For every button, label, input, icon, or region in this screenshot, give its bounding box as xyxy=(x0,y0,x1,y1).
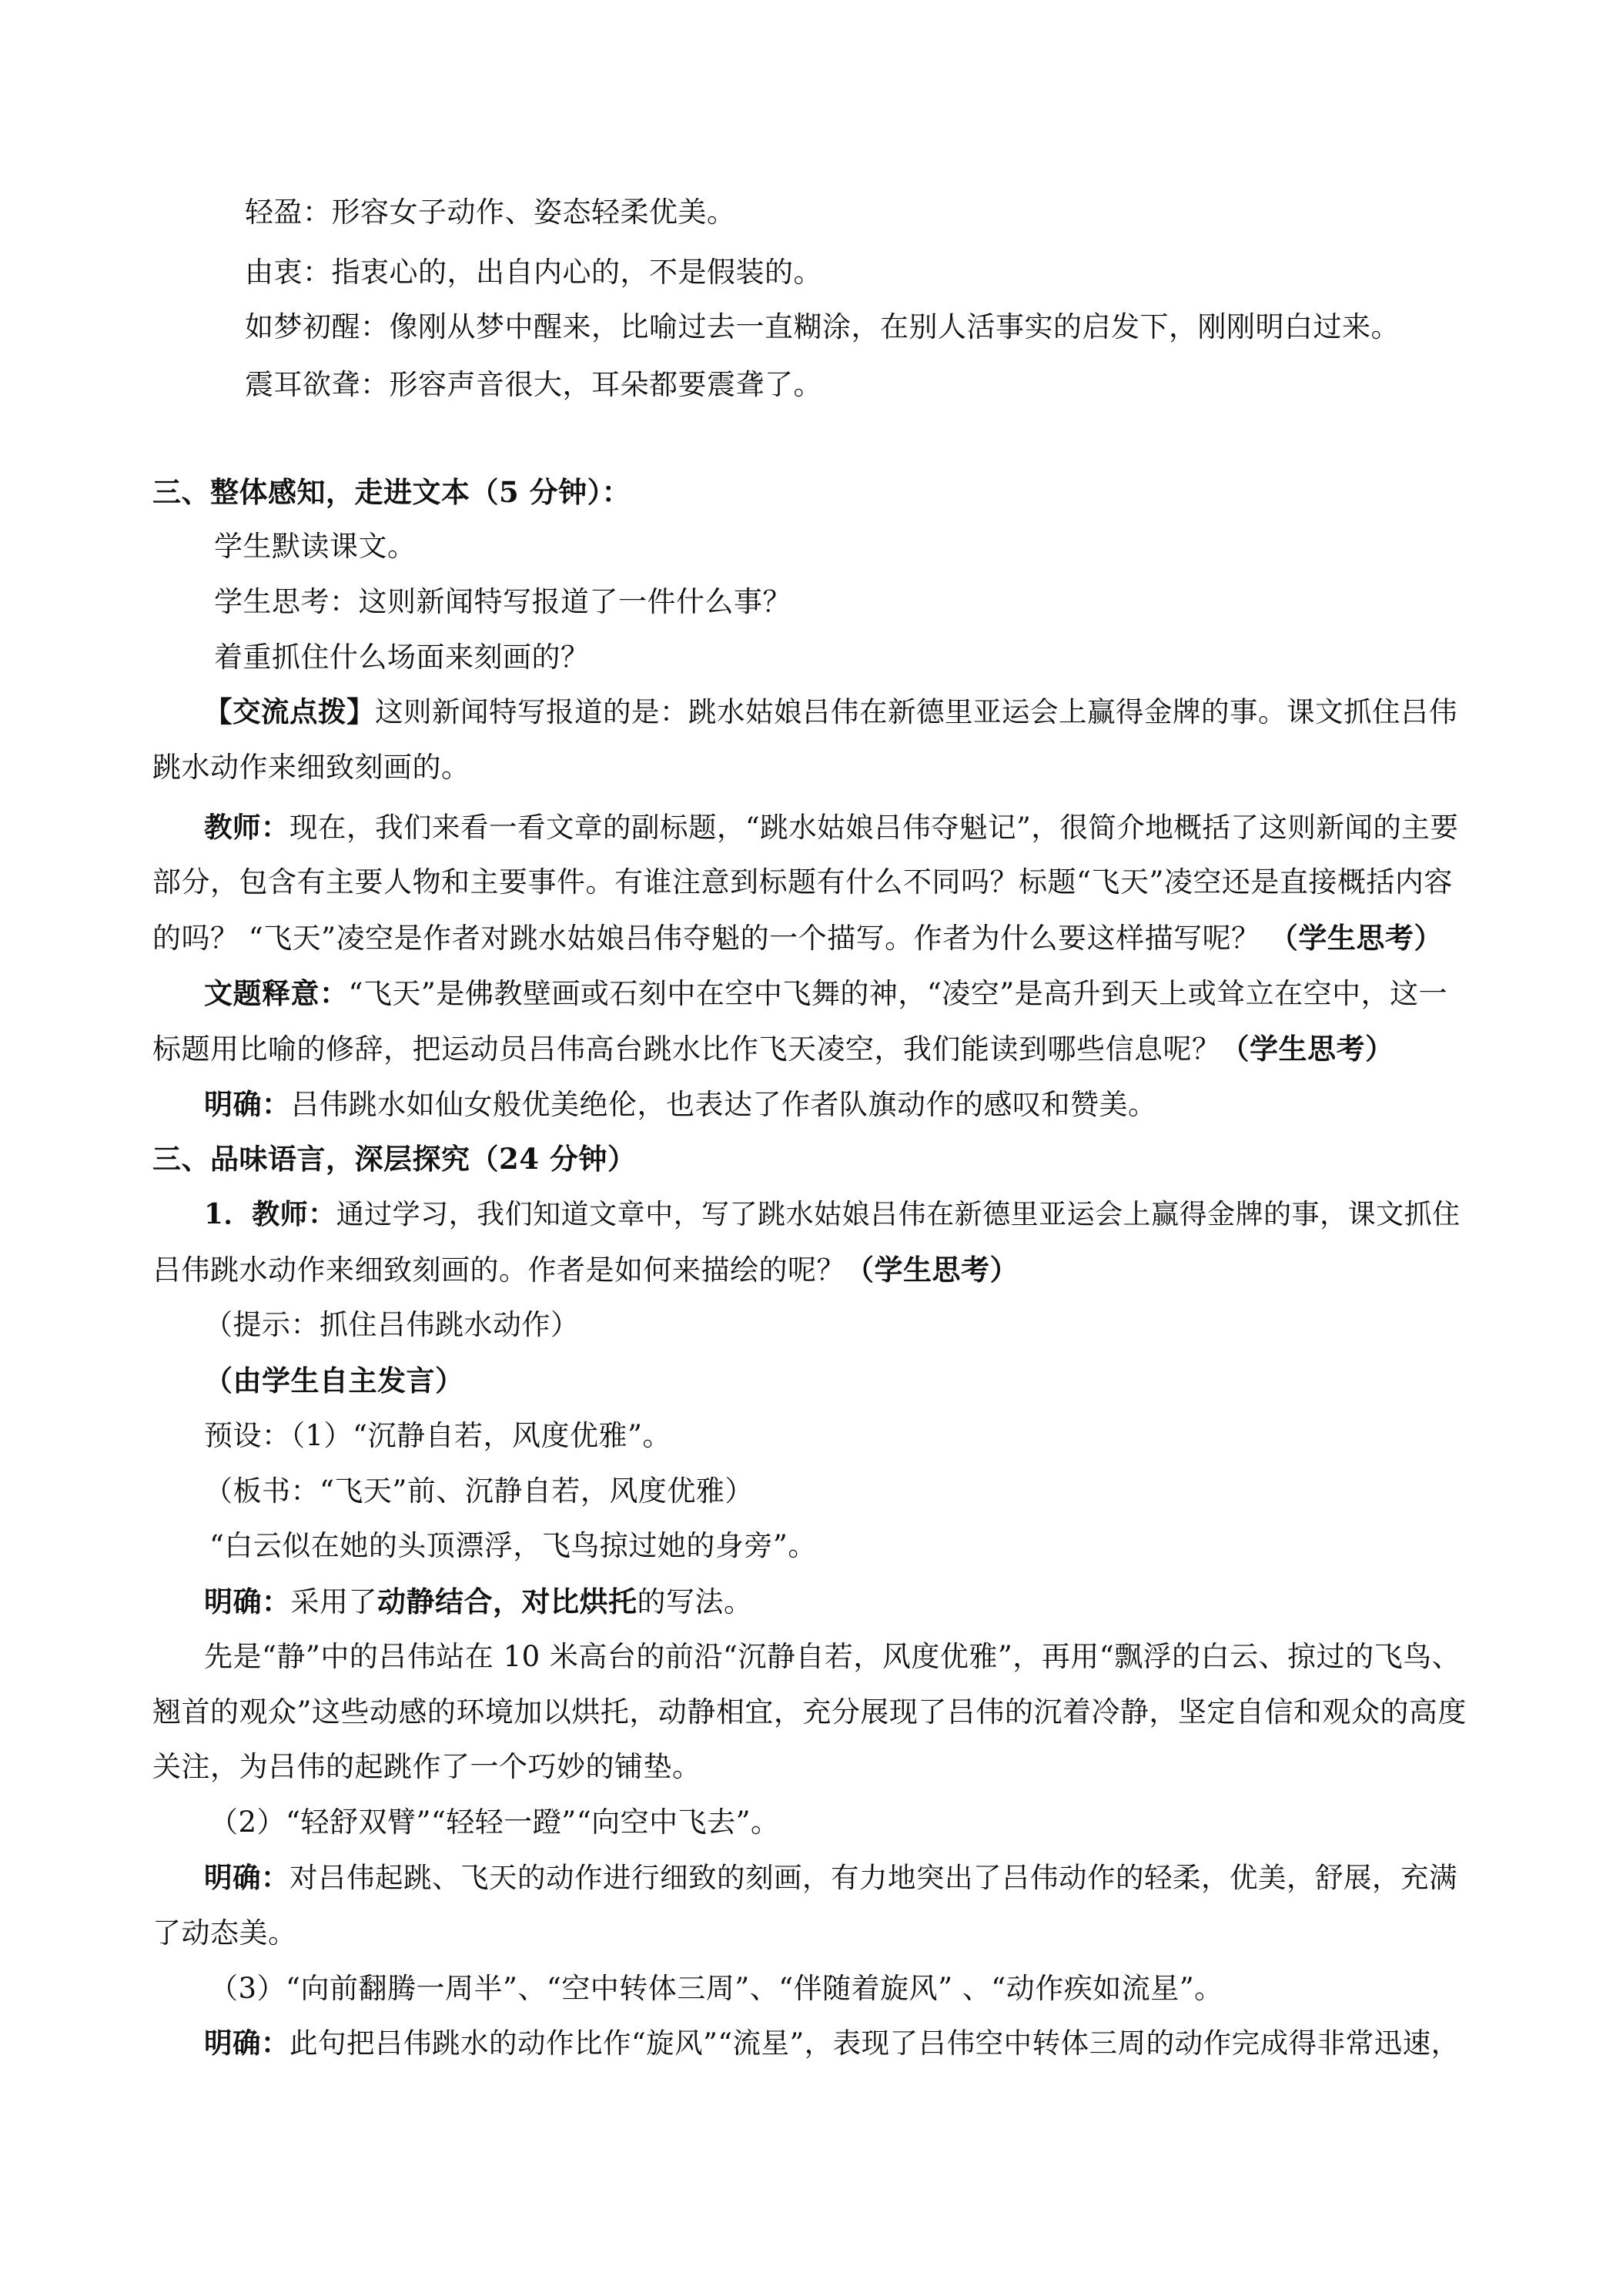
think-question-2: 着重抓住什么场面来刻画的？ xyxy=(214,641,590,674)
clarify4-line xyxy=(204,2024,1460,2063)
vocab-line-3: 如梦初醒：像刚从梦中醒来，比喻过去一直糊涂，在别人活事实的启发下，刚刚明白过来。 xyxy=(245,310,1400,343)
teacher1-text-1: 现在，我们来看一看文章的副标题，“跳水姑娘吕伟夺魁记”，很简介地概括了这则新闻的主要 xyxy=(289,811,1459,844)
title-explain-line-2 xyxy=(152,1029,1394,1069)
title-explain-text-2: 标题用比喻的修辞，把运动员吕伟高台跳水比作飞天凌空，我们能读到哪些信息呢？ xyxy=(152,1033,1221,1066)
exchange-text-1: 这则新闻特写报道的是：跳水姑娘吕伟在新德里亚运会上赢得金牌的事。课文抓住吕伟 xyxy=(375,695,1457,728)
clarify3-line-2: 了动态美。 xyxy=(152,1916,297,1950)
teacher2-text-1: 通过学习，我们知道文章中，写了跳水姑娘吕伟在新德里亚运会上赢得金牌的事，课文抓住 xyxy=(336,1199,1461,1230)
teacher2-line-2 xyxy=(152,1250,1019,1290)
preset-3: （3）“向前翻腾一周半”、“空中转体三周”、“伴随着旋风” 、“动作疾如流星”。 xyxy=(209,1972,1223,2005)
clarify2-label: 明确： xyxy=(204,1585,291,1618)
teacher1-line-2: 部分，包含有主要人物和主要事件。有谁注意到标题有什么不同吗？标题“飞天”凌空还是直接概括内容 xyxy=(152,865,1453,899)
para1-line-1: 先是“静”中的吕伟站在 10 米高台的前沿“沉静自若，风度优雅”，再用“飘浮的白云、掠过的飞鸟、 xyxy=(204,1640,1461,1673)
exchange-line-2: 跳水动作来细致刻画的。 xyxy=(152,751,470,784)
teacher2-note: （学生思考） xyxy=(845,1253,1019,1287)
exchange-line-1 xyxy=(204,693,1457,731)
vocab-line-2: 由衷：指衷心的，出自内心的，不是假装的。 xyxy=(245,256,822,289)
teacher2-text-2: 吕伟跳水动作来细致刻画的。作者是如何来描绘的呢？ xyxy=(152,1253,845,1287)
clarify2-post: 的写法。 xyxy=(637,1585,753,1618)
teacher1-label: 教师： xyxy=(204,811,289,844)
quote-1: “白云似在她的头顶漂浮，飞鸟掠过她的身旁”。 xyxy=(209,1529,817,1562)
preset-2: （2）“轻舒双臂”“轻轻一蹬”“向空中飞去”。 xyxy=(209,1806,780,1839)
vocab-line-4: 震耳欲聋：形容声音很大，耳朵都要震聋了。 xyxy=(245,368,822,401)
clarify3-label: 明确： xyxy=(204,1861,289,1894)
clarify3-line-1 xyxy=(204,1859,1457,1897)
clarify2-line xyxy=(204,1582,753,1622)
clarify4-label: 明确： xyxy=(204,2027,289,2060)
section-heading-language: 三、品味语言，深层探究（24 分钟） xyxy=(152,1142,637,1176)
para1-line-2: 翘首的观众”这些动感的环境加以烘托，动静相宜，充分展现了吕伟的沉着冷静，坚定自信和观众的高度 xyxy=(152,1695,1467,1729)
section-heading-overall: 三、整体感知，走进文本（5 分钟）： xyxy=(152,475,631,509)
teacher1-line-1 xyxy=(204,808,1458,847)
teacher1-note: （学生思考） xyxy=(1269,921,1443,955)
student-speak: （由学生自主发言） xyxy=(204,1364,464,1397)
clarify2-bold: 动静结合，对比烘托 xyxy=(377,1585,637,1618)
clarify1-line xyxy=(204,1085,1157,1124)
clarify3-text-1: 对吕伟起跳、飞天的动作进行细致的刻画，有力地突出了吕伟动作的轻柔，优美，舒展，充满 xyxy=(289,1861,1457,1894)
vocab-line-1: 轻盈：形容女子动作、姿态轻柔优美。 xyxy=(245,196,736,229)
clarify2-pre: 采用了 xyxy=(290,1585,377,1618)
title-explain-line-1 xyxy=(204,974,1447,1013)
teacher2-line-1 xyxy=(204,1195,1461,1234)
think-question-1: 学生思考：这则新闻特写报道了一件什么事？ xyxy=(214,585,791,618)
read-silently: 学生默读课文。 xyxy=(214,530,417,563)
hint: （提示：抓住吕伟跳水动作） xyxy=(204,1308,580,1341)
preset-1: 预设：（1）“沉静自若，风度优雅”。 xyxy=(204,1419,671,1452)
para1-line-3: 关注，为吕伟的起跳作了一个巧妙的铺垫。 xyxy=(152,1750,701,1783)
teacher1-line-3 xyxy=(152,919,1443,958)
title-explain-text-1: “飞天”是佛教壁画或石刻中在空中飞舞的神，“凌空”是高升到天上或耸立在空中，这一 xyxy=(348,977,1448,1010)
clarify4-text: 此句把吕伟跳水的动作比作“旋风”“流星”，表现了吕伟空中转体三周的动作完成得非常迅速， xyxy=(289,2027,1460,2060)
clarify1-text: 吕伟跳水如仙女般优美绝伦，也表达了作者队旗动作的感叹和赞美。 xyxy=(290,1088,1157,1121)
clarify1-label: 明确： xyxy=(204,1087,291,1121)
exchange-label: 【交流点拨】 xyxy=(204,695,375,728)
title-explain-note: （学生思考） xyxy=(1220,1032,1394,1066)
teacher1-text-3: 的吗？ “飞天”凌空是作者对跳水姑娘吕伟夺魁的一个描写。作者为什么要这样描写呢？ xyxy=(152,922,1270,955)
teacher2-label: 教师： xyxy=(252,1198,336,1230)
teacher2-num: 1． xyxy=(204,1198,253,1230)
board-note: （板书：“飞天”前、沉静自若，风度优雅） xyxy=(204,1474,754,1508)
title-explain-label: 文题释意： xyxy=(204,976,349,1010)
